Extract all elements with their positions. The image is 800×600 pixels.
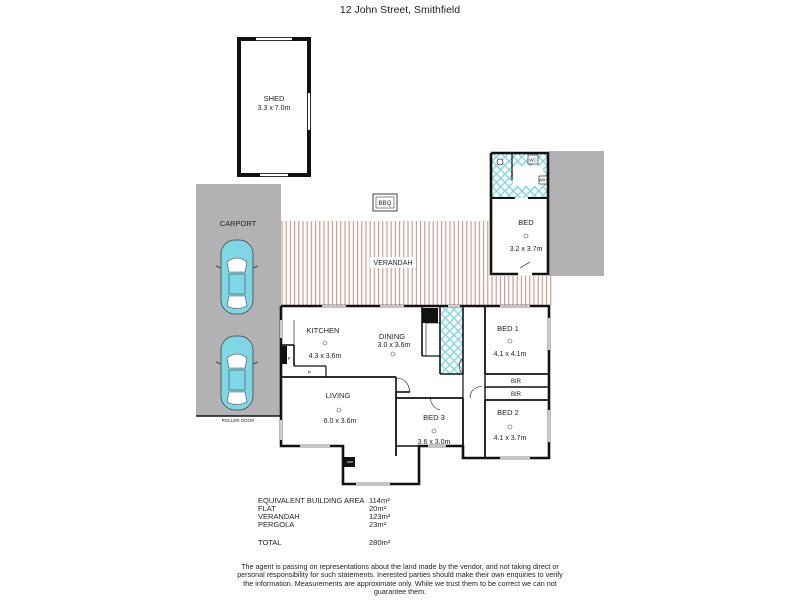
bed3-dims: 3.6 x 3.0m [417,439,451,446]
roller-door-label: ROLLER DOOR [221,418,255,423]
fridge-label: F [288,356,291,361]
kitchen-label: KITCHEN [306,326,340,335]
living-label: LIVING [325,391,351,400]
area-label: FLAT [258,504,276,513]
bed1-dims: 4.1 x 4.1m [493,351,527,358]
bed-rear-label: BED [518,218,534,227]
bed2-dims: 4.1 x 3.7m [493,435,527,442]
area-label: EQUIVALENT BUILDING AREA [258,496,365,505]
pantry-label: P [308,370,312,375]
disclaimer: The agent is passing on representations about the land made by the vendor, and not taking direct or personal responsibility for such statements. Inerested parties should make their own enquiries to verify the information. Measurements are approximate only. While we trust them to be correct we can not guarantee them. [237,562,563,596]
bed1-label: BED 1 [497,324,519,333]
area-value: 20m² [369,504,387,513]
main-house [281,306,549,484]
bed3-label: BED 3 [423,413,445,422]
bed2-label: BED 2 [497,408,519,417]
rear-flat [491,153,548,274]
car-icon [216,336,258,410]
plan-title: 12 John Street, Smithfield [339,4,461,16]
neighbour-block [549,151,604,276]
bed-rear-dims: 3.2 x 3.7m [509,246,543,253]
bir-bottom-label: BIR [510,392,522,398]
bbq-label: BBQ [378,201,392,207]
area-total-label: TOTAL [258,538,282,547]
area-value: 123m² [369,512,391,521]
area-label: VERANDAH [258,512,300,521]
area-label: PERGOLA [258,520,295,529]
area-total-value: 280m² [369,538,391,547]
shed [239,39,309,175]
shed-dims: 3.3 x 7.0m [257,105,291,112]
dining-label: DINING [378,332,406,341]
area-value: 23m² [369,520,387,529]
wh-label: W/H [538,177,548,183]
car-icon [216,240,258,314]
bbq [373,194,397,211]
kitchen-dims: 4.3 x 3.6m [308,353,342,360]
carport-label: CARPORT [219,219,257,228]
dining-dims: 3.0 x 3.6m [377,342,411,349]
living-dims: 6.0 x 3.6m [323,418,357,425]
wc-label: WC [529,157,537,163]
verandah-label: VERANDAH [373,260,413,267]
bir-top-label: BIR [510,379,522,385]
shed-label: SHED [263,94,285,103]
area-value: 114m² [369,496,390,505]
